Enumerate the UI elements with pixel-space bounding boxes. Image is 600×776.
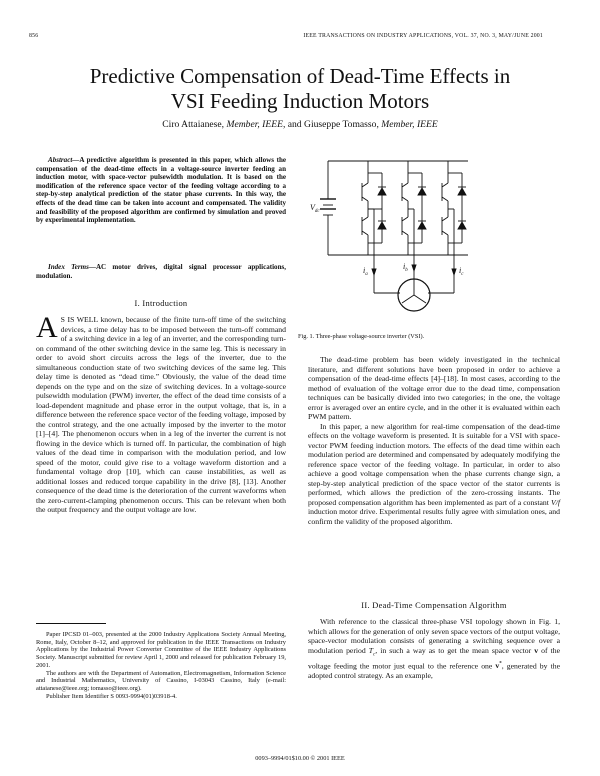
v-math: v — [534, 645, 539, 655]
dropcap: A — [36, 311, 58, 344]
title-line-2: VSI Feeding Induction Motors — [170, 89, 430, 113]
author-line — [0, 119, 600, 130]
page-number: 856 — [29, 33, 39, 39]
intro-lead: S IS WELL — [60, 315, 98, 324]
svg-text:ib — [403, 262, 408, 273]
index-terms — [36, 263, 286, 280]
journal-header: IEEE TRANSACTIONS ON INDUSTRY APPLICATIONS, VOL. 37, NO. 3, MAY/JUNE 2001 — [303, 33, 543, 39]
right-column-body — [308, 355, 560, 526]
footnote-2: The authors are with the Department of Automation, Electromagnetism, Information Science and Industrial Mathematics, University of Cassino, I-03043 Cassino, Italy (e-mail: attaianese@ieee.org; tomasso@ieee.org). — [36, 669, 286, 692]
inverter-circuit-diagram — [308, 143, 508, 327]
abstract — [36, 156, 286, 225]
section-2-body — [308, 617, 560, 680]
introduction-body — [36, 311, 286, 515]
author-2: Giuseppe Tomasso, — [304, 119, 379, 130]
author-2-role: Member, IEEE — [381, 119, 438, 130]
author-1: Ciro Attaianese, — [162, 119, 225, 130]
author-conj: and — [287, 119, 302, 130]
copyright-footer: 0093–9994/01$10.00 © 2001 IEEE — [255, 755, 345, 762]
title-line-1: Predictive Compensation of Dead-Time Effects in — [89, 64, 511, 88]
label-ia-sub: a — [365, 272, 368, 277]
footnote-rule — [36, 623, 106, 624]
right-para-2: In this paper, a new algorithm for real-time compensation of the dead-time effects on the voltage waveform is presented. It is suitable for a VSI with space-vector PWM feeding induction motors. The effects of the dead time within each modulation period are determined and compensated by adequately modifying the reference space vector of the feeding voltage. In particular, in order to also achieve a good voltage compensation when the phase currents change sign, a step-by-step analytical prediction of the space vector of the stator currents is performed, which allows the prediction of the zero-crossing instants. The proposed compensation algorithm has been implemented as part of a constant V/f induction motor drive. Experimental results fully agree with simulation ones, and confirm the validity of the proposed algorithm. — [308, 421, 560, 526]
section-1-heading: I. Introduction — [134, 299, 188, 308]
abstract-label: Abstract— — [48, 156, 80, 164]
vf-math: V/f — [551, 497, 560, 507]
right-para-1: The dead-time problem has been widely investigated in the technical literature, and different solutions have been proposed in order to achieve a compensation of the dead-time effects [4]–[18]. In most cases, according to the method of evaluation of the voltage error due to the dead time, compensation techniques can be basically divided into two categories; in the one, the voltage error is averaged over an entire cycle, and in the other it is evaluated within each PWM pattern. — [308, 355, 560, 421]
intro-text: known, because of the finite turn-off time of the switching devices, a time delay has to be imposed between the turn-off command of a switching device in a leg of an inverter, and the corresponding turn-on command of the other switching device in the same leg. This is necessary in order to avoid short circuits across the legs of the inverter, due to the simultaneous conduction state of two switching devices of the same leg. This delay time is denoted as “dead time.” Obviously, the value of the dead time depends on the type and on the size of switching devices. In a voltage-source pulsewidth modulation (PWM) inverter, the effect of the dead time consists of a load-dependent magnitude and phase error in the output voltage, that is, in a difference between the reference space vector of the feeding voltage, imposed by the control strategy, and the one actually imposed by the inverter to the motor [1]–[4]. The phenomenon occurs when in a leg of the inverter the current is not flowing in the device which is turned off. In particular, the combination of high values of the dead time in comparison with the modulation period, and low speed of the motor, could give rise to a voltage waveform distortion and a fundamental voltage drop [10], which can cause instabilities, as well as additional losses and reduced torque capability in the drive [8], [13]. Another consequence of the dead time is the deterioration of the current waveforms when the zero-current-clamping phenomenon occurs. This can be relevant when both the output frequency and the output voltage are low. — [36, 315, 286, 514]
right-para-3: With reference to the classical three-phase VSI topology shown in Fig. 1, which allows for the generation of only seven space vectors of the output voltage, space-vector modulation consists of generating a switching sequence over a modulation period $T_c$, in such a way as to get the mean space vector v of the voltage feeding the motor just equal to the reference one v*, generated by the adopted control strategy. As an example, — [308, 617, 560, 680]
author-1-role: Member, IEEE, — [226, 119, 286, 130]
svg-text:ia — [363, 266, 368, 277]
v-star-math: v* — [495, 661, 502, 671]
label-ic: i — [459, 266, 462, 275]
svg-text:Vdc — [310, 203, 320, 214]
label-ia: i — [363, 266, 366, 275]
footnotes — [36, 631, 286, 700]
footnote-1: Paper IPCSD 01–003, presented at the 2000 Industry Applications Society Annual Meeting, Rome, Italy, October 8–12, and approved for publication in the IEEE Transactions on Industry Applications by the Industrial Power Converter Committee of the IEEE Industry Applications Society. Manuscript submitted for review April 1, 2000 and released for publication February 19, 2001. — [36, 631, 286, 669]
index-terms-label: Index Terms— — [48, 263, 96, 271]
figure-1-caption: Fig. 1. Three-phase voltage-source inverter (VSI). — [298, 333, 425, 340]
label-ib: i — [403, 262, 406, 271]
tc-math: $T_c$ — [368, 645, 376, 658]
abstract-text: A predictive algorithm is presented in this paper, which allows the compensation of the dead-time effects in a voltage-source inverter feeding an induction motor, with space-vector pulsewidth modulation. It is based on the modification of the reference space vector of the feeding voltage according to a step-by-step analytical prediction of the stator phase currents. In this way, the effects of the dead time can be taken into account and compensated. The validity and feasibility of the proposed algorithm are confirmed by simulation and proved by experimental implementation. — [36, 156, 286, 225]
svg-text:ic — [459, 266, 464, 277]
section-2-heading: II. Dead-Time Compensation Algorithm — [361, 601, 507, 610]
label-ib-sub: b — [405, 268, 408, 273]
label-vdc-sub: dc — [314, 209, 320, 214]
paper-title — [0, 64, 600, 114]
label-vdc: V — [310, 203, 315, 212]
index-terms-text: AC motor drives, digital signal processor applications, modulation. — [36, 263, 286, 280]
footnote-3: Publisher Item Identifier S 0093-9994(01)03918-4. — [46, 692, 177, 700]
label-ic-sub: c — [461, 272, 464, 277]
